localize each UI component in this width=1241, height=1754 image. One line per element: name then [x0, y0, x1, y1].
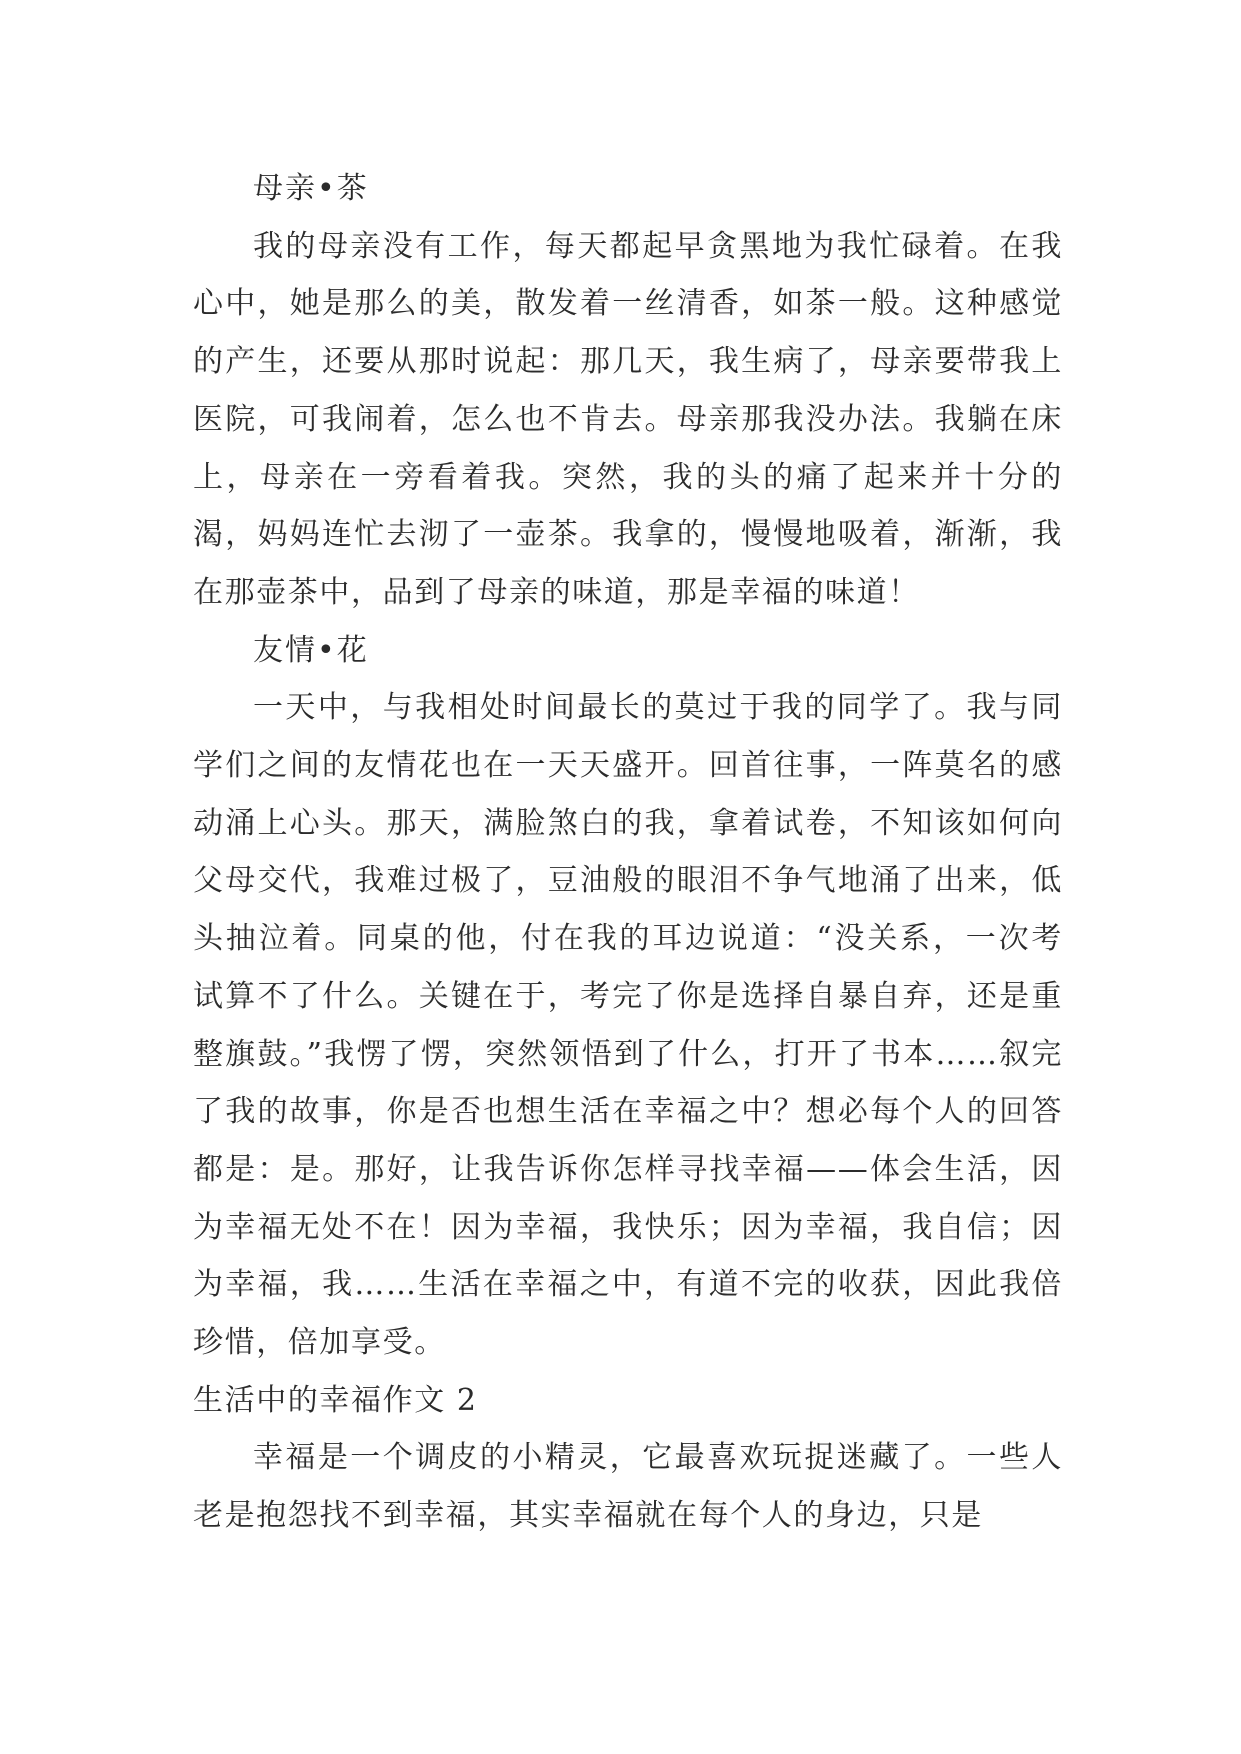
section-subhead-friendship-flower: 友情•花 — [253, 632, 369, 668]
paragraph-essay-2-intro: 幸福是一个调皮的小精灵，它最喜欢玩捉迷藏了。一些人老是抱怨找不到幸福，其实幸福就在每个人的身边，只是 — [193, 1440, 1063, 1534]
section-subhead-mother-tea: 母亲•茶 — [253, 171, 369, 206]
document-body — [193, 160, 1063, 1545]
essay-heading: 生活中的幸福作文 2 — [193, 1382, 478, 1418]
paragraph-friendship-flower: 一天中，与我相处时间最长的莫过于我的同学了。我与同学们之间的友情花也在一天天盛开。回首往事，一阵莫名的感动涌上心头。那天，满脸煞白的我，拿着试卷，不知该如何向父母交代，我难过极了，豆油般的眼泪不争气地涌了出来，低头抽泣着。同桌的他，付在我的耳边说道：“没关系，一次考试算不了什么。关键在于，考完了你是选择自暴自弃，还是重整旗鼓。”我愣了愣，突然领悟到了什么，打开了书本……叙完了我的故事，你是否也想生活在幸福之中？想必每个人的回答都是：是。那好，让我告诉你怎样寻找幸福——体会生活，因为幸福无处不在！因为幸福，我快乐；因为幸福，我自信；因为幸福，我……生活在幸福之中，有道不完的收获，因此我倍珍惜，倍加享受。 — [193, 690, 1063, 1361]
paragraph-mother-tea: 我的母亲没有工作，每天都起早贪黑地为我忙碌着。在我心中，她是那么的美，散发着一丝清香，如茶一般。这种感觉的产生，还要从那时说起：那几天，我生病了，母亲要带我上医院，可我闹着，怎么也不肯去。母亲那我没办法。我躺在床上，母亲在一旁看着我。突然，我的头的痛了起来并十分的渴，妈妈连忙去沏了一壶茶。我拿的，慢慢地吸着，渐渐，我在那壶茶中，品到了母亲的味道，那是幸福的味道！ — [193, 228, 1063, 610]
